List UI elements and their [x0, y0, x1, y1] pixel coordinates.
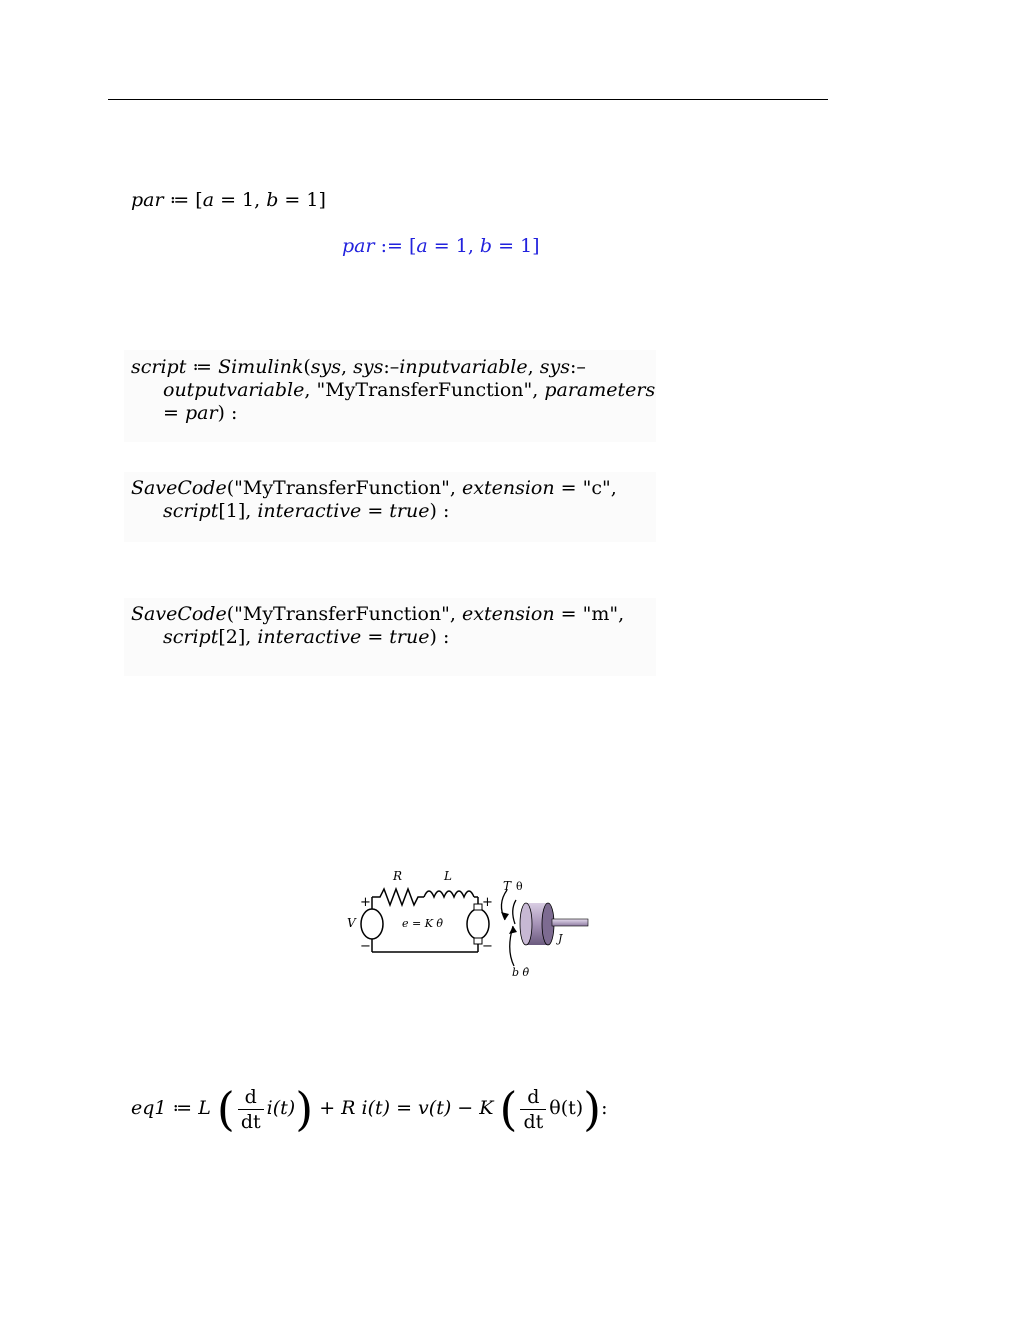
savecode-m-line-1 [131, 603, 624, 626]
inductor-icon [424, 891, 474, 897]
savecode-c-line-2 [131, 500, 617, 523]
label-J: J [558, 932, 563, 945]
extension-keyword: extension [462, 477, 555, 499]
script-input-line[interactable] [131, 356, 655, 425]
voltage-source-icon [361, 909, 383, 939]
derivative-fraction-1 [238, 1085, 264, 1134]
right-paren-1: ) [295, 1082, 314, 1136]
interactive-keyword-m: interactive [257, 626, 362, 648]
dt-2: dt [523, 1110, 544, 1133]
eq1-theta-t: θ(t) [549, 1097, 584, 1119]
script-line-2 [131, 379, 655, 402]
savecode-m-input-line[interactable] [131, 603, 624, 649]
par-input-line[interactable] [131, 189, 326, 212]
savecode-m-line-2 [131, 626, 624, 649]
interactive-equals: = [361, 500, 390, 522]
sys-arg-2: sys [353, 356, 384, 378]
inputvariable-arg: inputvariable [399, 356, 528, 378]
interactive-equals-m: = [361, 626, 390, 648]
b-variable: b [266, 189, 279, 211]
outputvariable-arg: outputvariable [163, 379, 305, 401]
header-rule [108, 99, 828, 100]
assign-operator: ≔ [163, 189, 196, 211]
script-close: ) : [217, 402, 238, 424]
script-sep-2: , [527, 356, 540, 378]
dt-1: dt [240, 1110, 261, 1133]
script-index-2: [2], [218, 626, 258, 648]
interactive-true-m: true [389, 626, 430, 648]
interactive-keyword: interactive [257, 500, 362, 522]
frac-num-2: d [520, 1085, 546, 1110]
eq1-plus: + [313, 1097, 342, 1119]
eq1-R: R [341, 1097, 356, 1119]
savecode-function-m: SaveCode [131, 603, 227, 625]
eq1-minus: − [451, 1097, 480, 1119]
script-variable: script [131, 356, 187, 378]
simulink-function: Simulink [218, 356, 304, 378]
open-bracket: [ [195, 189, 203, 211]
savecode-m-close: ) : [429, 626, 450, 648]
derivative-fraction-2 [520, 1085, 546, 1134]
extension-c-value: = "c", [554, 477, 617, 499]
eq1-i-t-2: i(t) [355, 1097, 391, 1119]
sys-arg: sys [310, 356, 341, 378]
savecode-function: SaveCode [131, 477, 227, 499]
label-theta: θ [516, 880, 523, 893]
b-value: = 1 [278, 189, 319, 211]
output-a-variable: a [416, 235, 428, 257]
output-a-value: = 1, [427, 235, 480, 257]
sys-arg-3: sys [539, 356, 570, 378]
eq1-equals: = [390, 1097, 419, 1119]
dc-motor-diagram [330, 864, 600, 984]
eq1-input-line[interactable] [131, 1084, 608, 1134]
close-bracket: ] [318, 189, 326, 211]
par-output-variable: par [342, 235, 375, 257]
interactive-true: true [389, 500, 430, 522]
resistor-icon [372, 889, 424, 905]
right-paren-2: ) [583, 1082, 602, 1136]
label-plus-2: + [482, 895, 493, 910]
script-arg-m: script [163, 626, 219, 648]
label-R: R [393, 869, 403, 883]
member-operator-1: :– [383, 356, 400, 378]
a-value: = 1, [214, 189, 267, 211]
savecode-c-close: ) : [429, 500, 450, 522]
par-variable: par [131, 189, 164, 211]
motor-icon [467, 909, 489, 939]
script-line-1 [131, 356, 655, 379]
savecode-m-args: ("MyTransferFunction", [226, 603, 462, 625]
script-index-1: [1], [218, 500, 258, 522]
output-b-value: = 1 [492, 235, 533, 257]
script-assign: ≔ [186, 356, 219, 378]
script-sep-1: , [341, 356, 354, 378]
a-variable: a [202, 189, 215, 211]
script-line-3 [131, 402, 655, 425]
label-back-emf: e = K θ̇ [402, 917, 444, 930]
label-plus-1: + [360, 895, 371, 910]
frac-den-2 [520, 1110, 546, 1134]
output-close-bracket: ] [532, 235, 540, 257]
frac-num-1: d [238, 1085, 264, 1110]
label-L: L [444, 869, 452, 883]
label-T: T [503, 879, 512, 893]
script-arg: script [163, 500, 219, 522]
label-V: V [347, 916, 356, 930]
function-name-string: , "MyTransferFunction", [304, 379, 545, 401]
eq1-v-t: v(t) [418, 1097, 452, 1119]
label-minus-2: − [482, 939, 493, 954]
eq1-colon: : [601, 1097, 608, 1119]
output-assign-operator: := [374, 235, 409, 257]
parameters-keyword: parameters [544, 379, 656, 401]
savecode-c-args: ("MyTransferFunction", [226, 477, 462, 499]
label-minus-1: − [360, 939, 371, 954]
par-output-line [342, 235, 540, 258]
label-damping: b θ̇ [512, 966, 530, 979]
eq1-assign: ≔ [166, 1097, 199, 1119]
eq1-K: K [479, 1097, 494, 1119]
member-operator-2: :– [569, 356, 586, 378]
extension-keyword-m: extension [462, 603, 555, 625]
left-paren-2: ( [499, 1082, 518, 1136]
output-open-bracket: [ [408, 235, 417, 257]
parameters-equals: = [163, 402, 185, 424]
savecode-c-line-1 [131, 477, 617, 500]
eq1-variable: eq1 [131, 1097, 167, 1119]
script-open-paren: ( [303, 356, 311, 378]
extension-m-value: = "m", [554, 603, 625, 625]
shaft-icon [552, 919, 588, 926]
output-b-variable: b [479, 235, 493, 257]
eq1-L: L [198, 1097, 211, 1119]
par-arg: par [184, 402, 218, 424]
frac-den-1 [238, 1110, 264, 1134]
savecode-c-input-line[interactable] [131, 477, 617, 523]
left-paren-1: ( [216, 1082, 235, 1136]
eq1-i-t: i(t) [266, 1097, 296, 1119]
